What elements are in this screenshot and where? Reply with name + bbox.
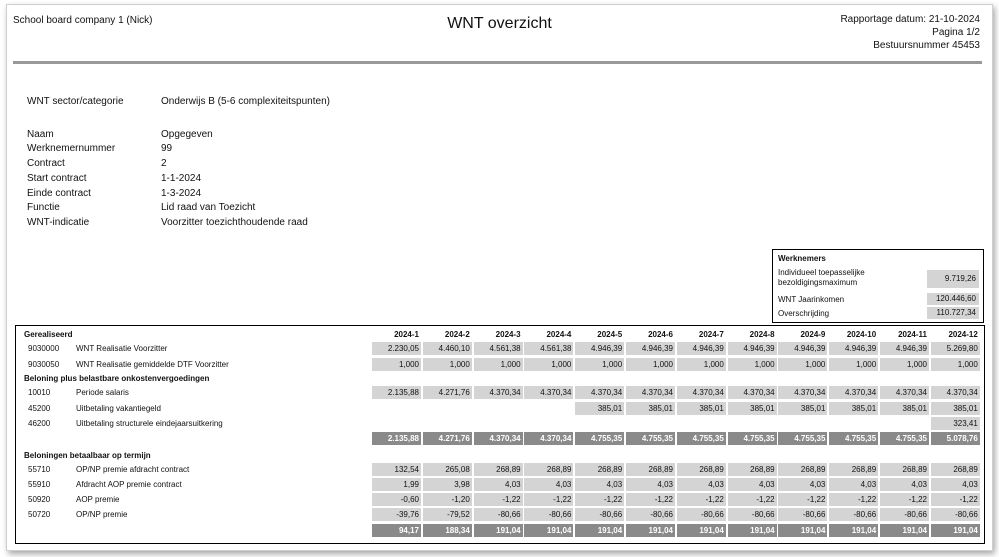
value-cell: 191,04 <box>778 524 827 537</box>
section-heading-row <box>16 449 984 463</box>
value-cell: 4.370,34 <box>931 386 980 399</box>
table-row <box>16 463 984 477</box>
value-cell: 385,01 <box>778 402 827 415</box>
value-cell: 4.755,35 <box>880 432 929 445</box>
value-cell: 4,03 <box>575 478 624 491</box>
row-description: WNT Realisatie Voorzitter <box>76 344 168 353</box>
value-cell: 268,89 <box>728 463 777 476</box>
value-cell: 268,89 <box>778 463 827 476</box>
value-cell <box>778 417 827 430</box>
value-cell: 1,000 <box>778 358 827 371</box>
value-cell: 4.755,35 <box>575 432 624 445</box>
value-cell: 191,04 <box>880 524 929 537</box>
value-cell: -79,52 <box>423 508 472 521</box>
value-cell: 4.370,34 <box>778 386 827 399</box>
value-cell: 4.946,39 <box>626 342 675 355</box>
value-cell: 385,01 <box>626 402 675 415</box>
table-row <box>16 478 984 492</box>
value-cell: 4.755,35 <box>778 432 827 445</box>
month-header: 2024-6 <box>648 330 673 339</box>
value-cell: 268,89 <box>829 463 878 476</box>
value-cell <box>524 417 573 430</box>
value-cell: -1,20 <box>423 493 472 506</box>
value-cell: 4.561,38 <box>524 342 573 355</box>
value-cell: 191,04 <box>474 524 523 537</box>
field-label: Contract <box>27 158 65 169</box>
value-cell: 4,03 <box>524 478 573 491</box>
value-cell: 4.271,76 <box>423 432 472 445</box>
summary-label: WNT Jaarinkomen <box>778 295 845 304</box>
value-cell: -1,22 <box>474 493 523 506</box>
table-row <box>16 402 984 416</box>
month-header: 2024-11 <box>898 330 927 339</box>
row-code: 9030050 <box>28 360 60 369</box>
value-cell: 4.370,34 <box>677 386 726 399</box>
field-label: Start contract <box>27 173 87 184</box>
value-cell: 4.946,39 <box>677 342 726 355</box>
value-cell: 1,000 <box>626 358 675 371</box>
page-title: WNT overzicht <box>447 15 552 32</box>
value-cell <box>575 417 624 430</box>
report-page <box>6 4 993 551</box>
value-cell: -80,66 <box>778 508 827 521</box>
table-row <box>16 508 984 522</box>
value-cell: 191,04 <box>931 524 980 537</box>
table-row <box>16 358 984 372</box>
value-cell: -80,66 <box>931 508 980 521</box>
value-cell: 4.946,39 <box>778 342 827 355</box>
value-cell: 191,04 <box>829 524 878 537</box>
value-cell: -80,66 <box>474 508 523 521</box>
summary-row-excess <box>778 307 979 320</box>
value-cell: -80,66 <box>575 508 624 521</box>
table-title: Gerealiseerd <box>24 330 73 339</box>
table-row <box>16 417 984 431</box>
value-cell <box>880 417 929 430</box>
value-cell: -80,66 <box>626 508 675 521</box>
row-description: WNT Realisatie gemiddelde DTF Voorzitter <box>76 360 229 369</box>
field-label: WNT-indicatie <box>27 217 90 228</box>
month-header: 2024-10 <box>846 330 877 339</box>
month-header: 2024-12 <box>948 330 978 339</box>
value-cell: 2.135,88 <box>372 386 421 399</box>
value-cell: 4,03 <box>880 478 929 491</box>
table-header-row <box>16 328 984 342</box>
value-cell: 1,000 <box>524 358 573 371</box>
field-value: 99 <box>161 143 173 154</box>
value-cell: 265,08 <box>423 463 472 476</box>
value-cell <box>372 417 421 430</box>
field-label: Naam <box>27 129 54 140</box>
value-cell: 2.230,05 <box>372 342 421 355</box>
value-cell: 4,03 <box>677 478 726 491</box>
subtotal-row <box>16 524 984 538</box>
value-cell: 4.755,35 <box>728 432 777 445</box>
value-cell: 385,01 <box>575 402 624 415</box>
value-cell: 4,03 <box>931 478 980 491</box>
summary-label: Individueel toepasselijke bezoldigingsmaximum <box>778 268 865 287</box>
summary-value: 9.719,26 <box>927 270 979 288</box>
summary-value: 110.727,34 <box>927 307 979 319</box>
row-code: 9030000 <box>28 344 60 353</box>
value-cell: -80,66 <box>524 508 573 521</box>
sector-label: WNT sector/categorie <box>27 96 124 107</box>
value-cell: 132,54 <box>372 463 421 476</box>
value-cell: -80,66 <box>677 508 726 521</box>
field-value: 1-1-2024 <box>161 173 202 184</box>
value-cell: 5.078,76 <box>931 432 980 445</box>
value-cell: 268,89 <box>931 463 980 476</box>
section-heading-row <box>16 372 984 386</box>
subtotal-row <box>16 432 984 446</box>
value-cell: 4.370,34 <box>829 386 878 399</box>
sector-value: Onderwijs B (5-6 complexiteitspunten) <box>161 96 330 107</box>
value-cell: 4,03 <box>778 478 827 491</box>
table-row <box>16 386 984 400</box>
value-cell: -1,22 <box>778 493 827 506</box>
row-description: Uitbetaling structurele eindejaarsuitkering <box>76 419 223 428</box>
summary-row-income <box>778 293 979 306</box>
page-number: Pagina 1/2 <box>932 27 980 38</box>
value-cell: -80,66 <box>880 508 929 521</box>
value-cell: -1,22 <box>829 493 878 506</box>
row-description: OP/NP premie afdracht contract <box>76 465 190 474</box>
value-cell: 4.946,39 <box>575 342 624 355</box>
board-number: Bestuursnummer 45453 <box>873 40 980 51</box>
value-cell: -80,66 <box>829 508 878 521</box>
value-cell: 4,03 <box>474 478 523 491</box>
value-cell: 385,01 <box>829 402 878 415</box>
value-cell: 4.755,35 <box>626 432 675 445</box>
value-cell: -39,76 <box>372 508 421 521</box>
value-cell <box>423 402 472 415</box>
value-cell: -1,22 <box>626 493 675 506</box>
value-cell: 385,01 <box>880 402 929 415</box>
value-cell: 3,98 <box>423 478 472 491</box>
value-cell: 191,04 <box>626 524 675 537</box>
field-value: 2 <box>161 158 167 169</box>
month-header: 2024-4 <box>546 330 572 339</box>
value-cell: 191,04 <box>677 524 726 537</box>
row-description: AOP premie <box>76 495 120 504</box>
value-cell: 4,03 <box>829 478 878 491</box>
month-header: 2024-3 <box>495 330 521 339</box>
value-cell: 268,89 <box>626 463 675 476</box>
value-cell <box>728 417 777 430</box>
value-cell: -1,22 <box>728 493 777 506</box>
month-header: 2024-2 <box>444 330 470 339</box>
row-code: 55910 <box>28 480 51 489</box>
row-description: Uitbetaling vakantiegeld <box>76 404 161 413</box>
value-cell <box>474 402 523 415</box>
value-cell: 268,89 <box>524 463 573 476</box>
werknemers-summary <box>772 249 984 323</box>
field-label: Werknemernummer <box>27 143 116 154</box>
month-header: 2024-9 <box>800 330 826 339</box>
value-cell: 268,89 <box>575 463 624 476</box>
report-meta <box>840 13 980 52</box>
value-cell <box>829 417 878 430</box>
header-divider <box>13 61 982 64</box>
summary-row-max <box>778 268 979 292</box>
value-cell: 4.755,35 <box>677 432 726 445</box>
value-cell: -0,60 <box>372 493 421 506</box>
value-cell: 4.755,35 <box>829 432 878 445</box>
value-cell: 385,01 <box>931 402 980 415</box>
value-cell: 1,99 <box>372 478 421 491</box>
row-description: OP/NP premie <box>76 510 128 519</box>
row-code: 10010 <box>28 388 51 397</box>
row-code: 50920 <box>28 495 51 504</box>
field-value: Voorzitter toezichthoudende raad <box>161 217 308 228</box>
value-cell: -80,66 <box>728 508 777 521</box>
value-cell: 4.370,34 <box>575 386 624 399</box>
summary-label: Overschrijding <box>778 309 830 318</box>
section-heading: Beloningen betaalbaar op termijn <box>24 451 151 460</box>
value-cell: 4.946,39 <box>880 342 929 355</box>
value-cell: 268,89 <box>880 463 929 476</box>
company-name: School board company 1 (Nick) <box>13 15 153 26</box>
value-cell: 1,000 <box>372 358 421 371</box>
field-value: 1-3-2024 <box>161 188 202 199</box>
value-cell: 4.460,10 <box>423 342 472 355</box>
value-cell <box>626 417 675 430</box>
value-cell: 4.370,34 <box>880 386 929 399</box>
field-value: Opgegeven <box>161 129 213 140</box>
field-label: Functie <box>27 202 60 213</box>
value-cell: 191,04 <box>575 524 624 537</box>
value-cell: 4,03 <box>626 478 675 491</box>
value-cell: 385,01 <box>677 402 726 415</box>
value-cell: 4.370,34 <box>524 432 573 445</box>
value-cell: 268,89 <box>474 463 523 476</box>
field-label: Einde contract <box>27 188 91 199</box>
table-row <box>16 342 984 356</box>
report-date: Rapportage datum: 21-10-2024 <box>840 14 980 25</box>
row-code: 55710 <box>28 465 51 474</box>
value-cell <box>524 402 573 415</box>
value-cell: -1,22 <box>931 493 980 506</box>
row-description: Periode salaris <box>76 388 129 397</box>
value-cell: 4.946,39 <box>829 342 878 355</box>
value-cell: 1,000 <box>677 358 726 371</box>
realisation-table <box>15 325 985 544</box>
value-cell: 4.561,38 <box>474 342 523 355</box>
table-row <box>16 493 984 507</box>
row-code: 45200 <box>28 404 51 413</box>
value-cell: 4.370,34 <box>626 386 675 399</box>
summary-value: 120.446,60 <box>927 293 979 305</box>
value-cell: 4,03 <box>728 478 777 491</box>
value-cell: 1,000 <box>474 358 523 371</box>
value-cell: 188,34 <box>423 524 472 537</box>
value-cell: 323,41 <box>931 417 980 430</box>
value-cell: 268,89 <box>677 463 726 476</box>
row-description: Afdracht AOP premie contract <box>76 480 182 489</box>
value-cell: 4.946,39 <box>728 342 777 355</box>
value-cell: -1,22 <box>677 493 726 506</box>
value-cell: 4.370,34 <box>728 386 777 399</box>
value-cell: 1,000 <box>931 358 980 371</box>
werknemers-title: Werknemers <box>778 254 826 263</box>
value-cell: -1,22 <box>575 493 624 506</box>
value-cell: 191,04 <box>524 524 573 537</box>
value-cell: -1,22 <box>524 493 573 506</box>
value-cell: 94,17 <box>372 524 421 537</box>
value-cell: 4.370,34 <box>474 432 523 445</box>
value-cell: 1,000 <box>575 358 624 371</box>
value-cell: 2.135,88 <box>372 432 421 445</box>
value-cell: 4.370,34 <box>474 386 523 399</box>
value-cell: 1,000 <box>880 358 929 371</box>
value-cell: 191,04 <box>728 524 777 537</box>
value-cell: 4.370,34 <box>524 386 573 399</box>
month-header: 2024-8 <box>749 330 775 339</box>
value-cell <box>423 417 472 430</box>
value-cell: 1,000 <box>829 358 878 371</box>
field-value: Lid raad van Toezicht <box>161 202 256 213</box>
value-cell: 5.269,80 <box>931 342 980 355</box>
value-cell: 1,000 <box>728 358 777 371</box>
row-code: 46200 <box>28 419 51 428</box>
value-cell <box>372 402 421 415</box>
value-cell: 1,000 <box>423 358 472 371</box>
section-heading: Beloning plus belastbare onkostenvergoedingen <box>24 374 210 383</box>
value-cell: -1,22 <box>880 493 929 506</box>
value-cell <box>474 417 523 430</box>
value-cell: 385,01 <box>728 402 777 415</box>
value-cell: 4.271,76 <box>423 386 472 399</box>
month-header: 2024-7 <box>698 330 724 339</box>
month-header: 2024-1 <box>394 330 419 339</box>
value-cell <box>677 417 726 430</box>
row-code: 50720 <box>28 510 51 519</box>
month-header: 2024-5 <box>597 330 623 339</box>
